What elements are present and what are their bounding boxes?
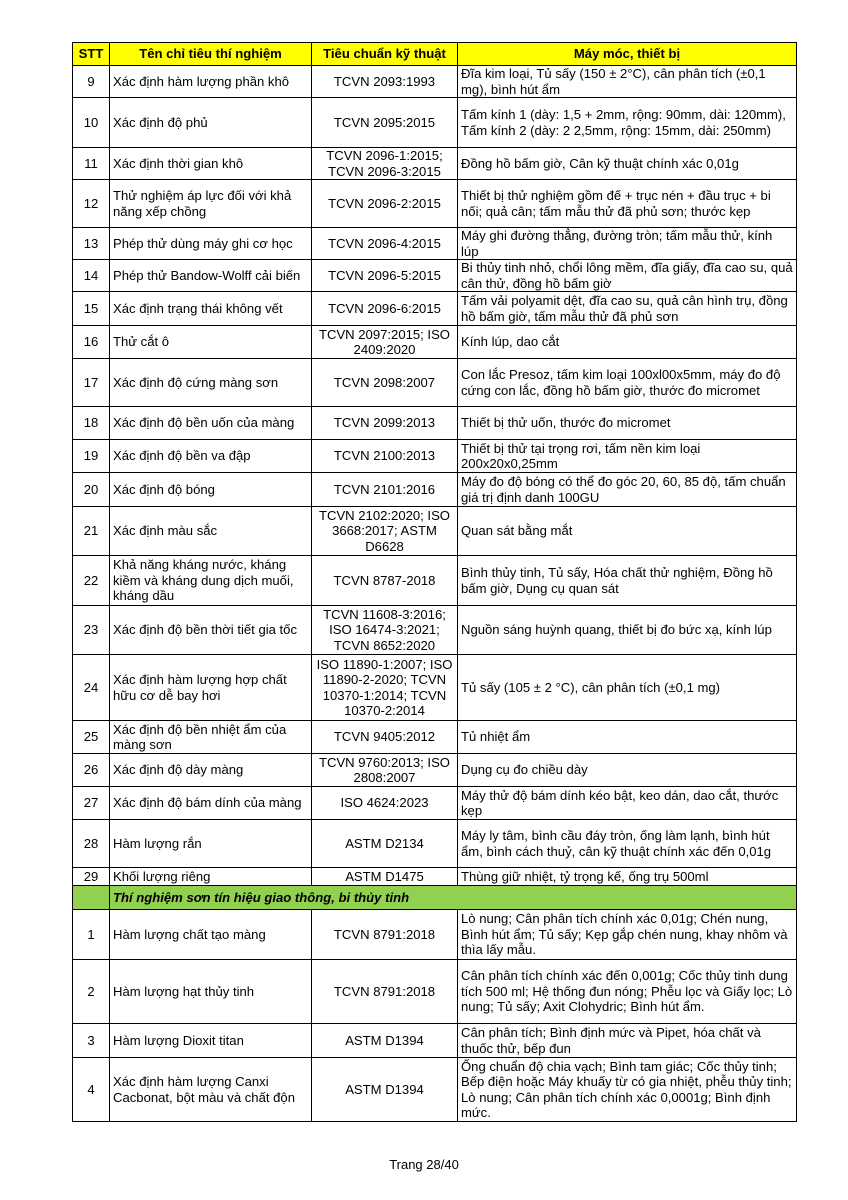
cell-test-name: Hàm lượng rắn — [110, 820, 312, 868]
table-row — [73, 820, 797, 868]
cell-stt: 20 — [73, 473, 110, 507]
cell-stt: 1 — [73, 910, 110, 960]
table-row — [73, 655, 797, 721]
cell-stt: 23 — [73, 606, 110, 655]
cell-stt: 26 — [73, 754, 110, 787]
header-standard: Tiêu chuẩn kỹ thuật — [312, 43, 458, 66]
cell-test-name: Xác định độ bền thời tiết gia tốc — [110, 606, 312, 655]
table-row — [73, 960, 797, 1024]
cell-stt: 22 — [73, 556, 110, 606]
table-row — [73, 180, 797, 228]
table-row — [73, 407, 797, 440]
cell-stt: 11 — [73, 148, 110, 180]
cell-test-name: Thử cắt ô — [110, 326, 312, 359]
cell-equipment: Bi thủy tinh nhỏ, chổi lông mềm, đĩa giấy, đĩa cao su, quả cân thử, đồng hồ bấm giờ — [458, 260, 797, 292]
table-row — [73, 228, 797, 260]
cell-equipment: Máy đo độ bóng có thể đo góc 20, 60, 85 độ, tấm chuẩn giá trị định danh 100GU — [458, 473, 797, 507]
cell-test-name: Hàm lượng chất tạo màng — [110, 910, 312, 960]
cell-standard: ASTM D2134 — [312, 820, 458, 868]
cell-stt: 9 — [73, 66, 110, 98]
page-number: Trang 28/40 — [389, 1157, 459, 1172]
cell-standard: TCVN 2096-2:2015 — [312, 180, 458, 228]
cell-test-name: Hàm lượng Dioxit titan — [110, 1024, 312, 1058]
table-row — [73, 754, 797, 787]
table-row — [73, 787, 797, 820]
table-row — [73, 98, 797, 148]
cell-test-name: Xác định độ bền va đập — [110, 440, 312, 473]
cell-equipment: Thiết bị thử tại trọng rơi, tấm nền kim loại 200x20x0,25mm — [458, 440, 797, 473]
table-row — [73, 326, 797, 359]
cell-equipment: Con lắc Presoz, tấm kim loại 100xl00x5mm, máy đo độ cứng con lắc, đồng hồ bấm giờ, thước đo micromet — [458, 359, 797, 407]
table-row — [73, 260, 797, 292]
cell-standard: ASTM D1394 — [312, 1024, 458, 1058]
table-row — [73, 440, 797, 473]
table-row — [73, 148, 797, 180]
cell-equipment: Thiết bị thử uốn, thước đo micromet — [458, 407, 797, 440]
table-row — [73, 868, 797, 886]
cell-stt: 25 — [73, 721, 110, 754]
cell-standard: TCVN 2096-4:2015 — [312, 228, 458, 260]
cell-standard: TCVN 2097:2015; ISO 2409:2020 — [312, 326, 458, 359]
cell-equipment: Tủ nhiệt ẩm — [458, 721, 797, 754]
cell-test-name: Xác định độ phủ — [110, 98, 312, 148]
cell-equipment: Ống chuẩn độ chia vạch; Bình tam giác; Cốc thủy tinh; Bếp điện hoặc Máy khuấy từ có gia nhiệt, phễu thủy tinh; Lò nung; Cân phân tích chính xác 0,0001g; Bình định mức. — [458, 1058, 797, 1122]
cell-stt: 3 — [73, 1024, 110, 1058]
cell-stt: 14 — [73, 260, 110, 292]
cell-equipment: Thiết bị thử nghiệm gồm đế + trục nén + đầu trục + bi nối; quả cân; tấm mẫu thử đã phủ sơn; thước kẹp — [458, 180, 797, 228]
cell-test-name: Phép thử Bandow-Wolff cải biến — [110, 260, 312, 292]
cell-test-name: Xác định màu sắc — [110, 507, 312, 556]
cell-standard: ISO 11890-1:2007; ISO 11890-2-2020; TCVN 10370-1:2014; TCVN 10370-2:2014 — [312, 655, 458, 721]
cell-stt: 4 — [73, 1058, 110, 1122]
table-row — [73, 473, 797, 507]
cell-test-name: Hàm lượng hạt thủy tinh — [110, 960, 312, 1024]
cell-stt: 17 — [73, 359, 110, 407]
cell-standard: TCVN 11608-3:2016; ISO 16474-3:2021; TCVN 8652:2020 — [312, 606, 458, 655]
cell-stt: 2 — [73, 960, 110, 1024]
cell-equipment: Máy ghi đường thẳng, đường tròn; tấm mẫu thử, kính lúp — [458, 228, 797, 260]
cell-equipment: Lò nung; Cân phân tích chính xác 0,01g; Chén nung, Bình hút ẩm; Tủ sấy; Kẹp gắp chén nung, khay nhôm và thìa lấy mẫu. — [458, 910, 797, 960]
cell-standard: TCVN 2095:2015 — [312, 98, 458, 148]
table-row — [73, 1058, 797, 1122]
cell-test-name: Khả năng kháng nước, kháng kiềm và kháng dung dịch muối, kháng dầu — [110, 556, 312, 606]
header-equipment: Máy móc, thiết bị — [458, 43, 797, 66]
cell-test-name: Phép thử dùng máy ghi cơ học — [110, 228, 312, 260]
cell-standard: TCVN 2099:2013 — [312, 407, 458, 440]
table-row — [73, 1024, 797, 1058]
cell-test-name: Xác định độ bám dính của màng — [110, 787, 312, 820]
cell-equipment: Dụng cụ đo chiều dày — [458, 754, 797, 787]
cell-equipment: Đĩa kim loại, Tủ sấy (150 ± 2°C), cân phân tích (±0,1 mg), bình hút ẩm — [458, 66, 797, 98]
cell-equipment: Đồng hồ bấm giờ, Cân kỹ thuật chính xác 0,01g — [458, 148, 797, 180]
cell-test-name: Xác định độ cứng màng sơn — [110, 359, 312, 407]
section-header-row — [73, 886, 797, 910]
header-test-name: Tên chỉ tiêu thí nghiệm — [110, 43, 312, 66]
cell-standard: ASTM D1394 — [312, 1058, 458, 1122]
table-row — [73, 721, 797, 754]
test-equipment-table — [72, 42, 797, 1122]
cell-standard: TCVN 2098:2007 — [312, 359, 458, 407]
table-row — [73, 606, 797, 655]
section-title: Thí nghiệm sơn tín hiệu giao thông, bi thủy tinh — [110, 886, 797, 910]
cell-standard: TCVN 2100:2013 — [312, 440, 458, 473]
cell-equipment: Cân phân tích; Bình định mức và Pipet, hóa chất và thuốc thử, bếp đun — [458, 1024, 797, 1058]
section-blank-cell — [73, 886, 110, 910]
cell-test-name: Xác định thời gian khô — [110, 148, 312, 180]
cell-standard: TCVN 2096-6:2015 — [312, 292, 458, 326]
cell-standard: TCVN 9405:2012 — [312, 721, 458, 754]
cell-test-name: Xác định độ bền uốn của màng — [110, 407, 312, 440]
cell-stt: 10 — [73, 98, 110, 148]
cell-equipment: Nguồn sáng huỳnh quang, thiết bị đo bức xạ, kính lúp — [458, 606, 797, 655]
table-row — [73, 910, 797, 960]
cell-standard: TCVN 2096-5:2015 — [312, 260, 458, 292]
table-row — [73, 66, 797, 98]
cell-test-name: Xác định hàm lượng Canxi Cacbonat, bột màu và chất độn — [110, 1058, 312, 1122]
cell-stt: 15 — [73, 292, 110, 326]
cell-stt: 28 — [73, 820, 110, 868]
cell-standard: TCVN 8791:2018 — [312, 960, 458, 1024]
cell-standard: ISO 4624:2023 — [312, 787, 458, 820]
cell-stt: 13 — [73, 228, 110, 260]
table-header-row — [73, 43, 797, 66]
cell-equipment: Kính lúp, dao cắt — [458, 326, 797, 359]
cell-test-name: Xác định độ dày màng — [110, 754, 312, 787]
cell-test-name: Xác định hàm lượng phần khô — [110, 66, 312, 98]
cell-equipment: Tấm kính 1 (dày: 1,5 + 2mm, rộng: 90mm, dài: 120mm), Tấm kính 2 (dày: 2 2,5mm, rộng: 15mm, dài: 250mm) — [458, 98, 797, 148]
cell-test-name: Xác định độ bóng — [110, 473, 312, 507]
cell-stt: 29 — [73, 868, 110, 886]
table-row — [73, 292, 797, 326]
cell-stt: 27 — [73, 787, 110, 820]
cell-stt: 16 — [73, 326, 110, 359]
cell-equipment: Thùng giữ nhiệt, tỷ trọng kế, ống trụ 500ml — [458, 868, 797, 886]
cell-equipment: Máy ly tâm, bình cầu đáy tròn, ống làm lạnh, bình hút ẩm, bình cách thuỷ, cân kỹ thuật chính xác đến 0,01g — [458, 820, 797, 868]
cell-standard: TCVN 2101:2016 — [312, 473, 458, 507]
cell-test-name: Thử nghiệm áp lực đối với khả năng xếp chồng — [110, 180, 312, 228]
cell-standard: TCVN 9760:2013; ISO 2808:2007 — [312, 754, 458, 787]
cell-equipment: Quan sát bằng mắt — [458, 507, 797, 556]
cell-equipment: Máy thử độ bám dính kéo bật, keo dán, dao cắt, thước kẹp — [458, 787, 797, 820]
cell-standard: TCVN 2093:1993 — [312, 66, 458, 98]
cell-standard: TCVN 2102:2020; ISO 3668:2017; ASTM D6628 — [312, 507, 458, 556]
header-stt: STT — [73, 43, 110, 66]
cell-test-name: Xác định độ bền nhiệt ẩm của màng sơn — [110, 721, 312, 754]
cell-stt: 21 — [73, 507, 110, 556]
cell-equipment: Tấm vải polyamit dệt, đĩa cao su, quả cân hình trụ, đồng hồ bấm giờ, tấm mẫu thử đã phủ sơn — [458, 292, 797, 326]
table-row — [73, 556, 797, 606]
cell-stt: 19 — [73, 440, 110, 473]
cell-stt: 18 — [73, 407, 110, 440]
table-row — [73, 359, 797, 407]
cell-equipment: Bình thủy tinh, Tủ sấy, Hóa chất thử nghiệm, Đồng hồ bấm giờ, Dụng cụ quan sát — [458, 556, 797, 606]
cell-stt: 12 — [73, 180, 110, 228]
cell-test-name: Xác định hàm lượng hợp chất hữu cơ dễ bay hơi — [110, 655, 312, 721]
cell-test-name: Khối lượng riêng — [110, 868, 312, 886]
cell-standard: TCVN 2096-1:2015; TCVN 2096-3:2015 — [312, 148, 458, 180]
table-row — [73, 507, 797, 556]
cell-equipment: Cân phân tích chính xác đến 0,001g; Cốc thủy tinh dung tích 500 ml; Hệ thống đun nóng; Phễu lọc và Giấy lọc; Lò nung; Tủ sấy; Axit Clohydric; Bình hút ẩm. — [458, 960, 797, 1024]
cell-equipment: Tủ sấy (105 ± 2 °C), cân phân tích (±0,1 mg) — [458, 655, 797, 721]
cell-standard: TCVN 8787-2018 — [312, 556, 458, 606]
cell-stt: 24 — [73, 655, 110, 721]
cell-test-name: Xác định trạng thái không vết — [110, 292, 312, 326]
cell-standard: ASTM D1475 — [312, 868, 458, 886]
cell-standard: TCVN 8791:2018 — [312, 910, 458, 960]
